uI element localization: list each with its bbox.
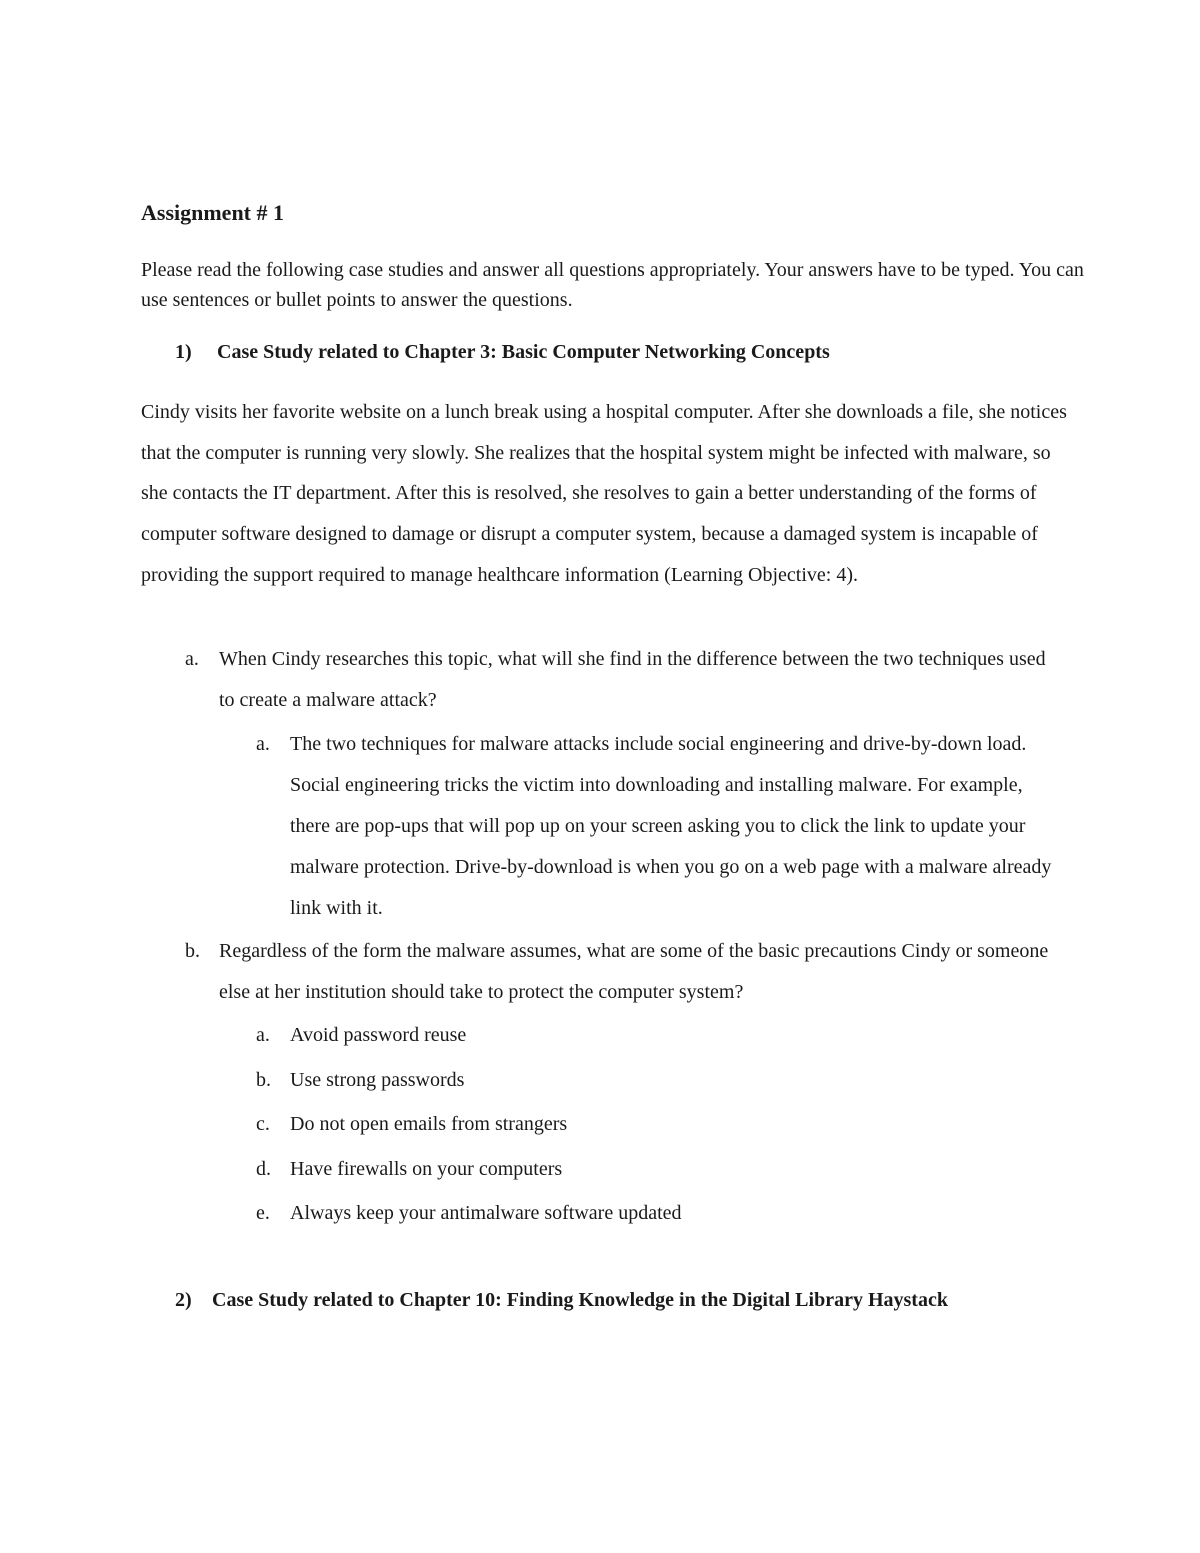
answer-b-item [256,1193,1066,1234]
answer-b-item-marker: e. [256,1202,270,1224]
question-a-text: When Cindy researches this topic, what will she find in the difference between the two techniques used to create a malware attack? [219,648,1046,711]
case-study-2-number: 2) [175,1289,192,1311]
case-study-2-heading [175,1280,1035,1320]
case-study-2-title: Case Study related to Chapter 10: Finding Knowledge in the Digital Library Haystack [212,1289,948,1311]
answer-a [256,724,1066,929]
answer-b-item-text: Do not open emails from strangers [290,1113,568,1135]
answer-b-item [256,1149,1066,1190]
question-a-marker: a. [185,648,199,670]
case-study-1-heading [175,332,1075,372]
answer-b-item [256,1104,1066,1145]
answer-a-text: The two techniques for malware attacks include social engineering and drive-by-down load. Social engineering tricks the victim into downloading and installing malware. For example, there are pop-ups that will pop up on your screen asking you to click the link to update your malware protection. Drive-by-download is when you go on a web page with a malware already link with it. [290,733,1052,919]
question-b-marker: b. [185,940,200,962]
question-a [185,639,1065,721]
answer-b-item [256,1015,1066,1056]
question-b-text: Regardless of the form the malware assumes, what are some of the basic precautions Cindy or someone else at her institution should take to protect the computer system? [219,940,1049,1003]
question-b [185,931,1065,1013]
answer-b-item [256,1060,1066,1101]
answer-b-item-marker: c. [256,1113,270,1135]
answer-a-marker: a. [256,733,270,755]
assignment-title: Assignment # 1 [141,200,285,225]
answer-b-item-marker: b. [256,1069,271,1091]
case-study-1-number: 1) [175,341,192,363]
answer-b-item-text: Always keep your antimalware software updated [290,1202,682,1224]
answer-b-item-marker: a. [256,1024,270,1046]
answer-b-item-marker: d. [256,1158,271,1180]
intro-paragraph: Please read the following case studies and answer all questions appropriately. Your answers have to be typed. You can use sentences or bullet points to answer the questions. [141,259,1084,311]
case-study-1-title: Case Study related to Chapter 3: Basic Computer Networking Concepts [217,341,830,363]
answer-b-item-text: Have firewalls on your computers [290,1158,563,1180]
answer-b-item-text: Use strong passwords [290,1069,465,1091]
answer-b-item-text: Avoid password reuse [290,1024,467,1046]
case-study-1-scenario: Cindy visits her favorite website on a lunch break using a hospital computer. After she downloads a file, she notices that the computer is running very slowly. She realizes that the hospital system might be infected with malware, so she contacts the IT department. After this is resolved, she resolves to gain a better understanding of the forms of computer software designed to damage or disrupt a computer system, because a damaged system is incapable of providing the support required to manage healthcare information (Learning Objective: 4). [141,401,1067,586]
